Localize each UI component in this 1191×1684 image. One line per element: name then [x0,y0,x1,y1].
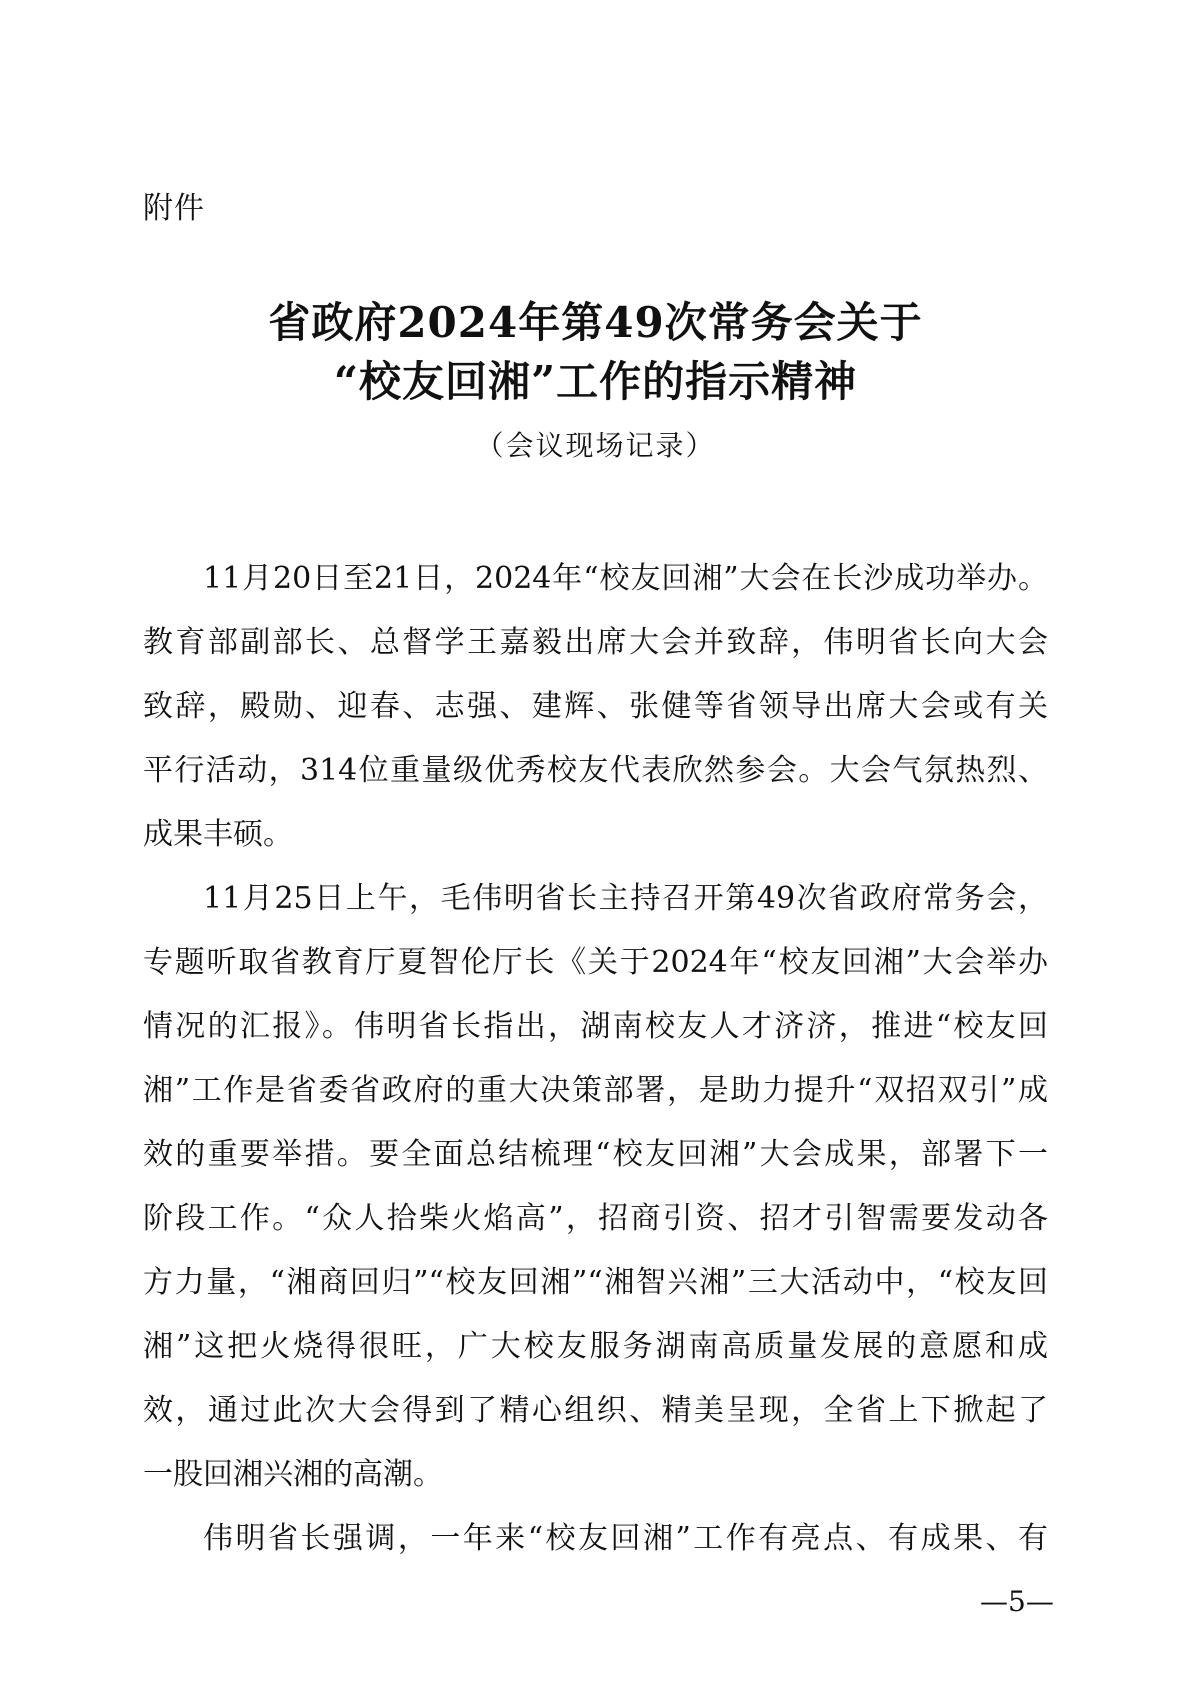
paragraph-line: 平行活动，314位重量级优秀校友代表欣然参会。大会气氛热烈、 [143,753,1048,788]
paragraph-line: 11月20日至21日，2024年“校友回湘”大会在长沙成功举办。 [203,561,1048,596]
document-body [143,547,1048,1571]
paragraph-2 [143,867,1048,1507]
paragraph-line: 致辞，殿勋、迎春、志强、建辉、张健等省领导出席大会或有关 [143,689,1048,724]
paragraph-3 [143,1507,1048,1571]
paragraph-line: 伟明省长强调，一年来“校友回湘”工作有亮点、有成果、有 [203,1521,1048,1556]
paragraph-line: 湘”工作是省委省政府的重大决策部署，是助力提升“双招双引”成 [143,1073,1048,1108]
document-title-line-2: “校友回湘”工作的指示精神 [333,357,858,406]
paragraph-line: 11月25日上午，毛伟明省长主持召开第49次省政府常务会， [203,881,1048,916]
paragraph-line: 湘”这把火烧得很旺，广大校友服务湖南高质量发展的意愿和成 [143,1329,1048,1364]
paragraph-line: 情况的汇报》。伟明省长指出，湖南校友人才济济，推进“校友回 [143,1009,1048,1044]
attachment-label: 附件 [143,191,205,226]
paragraph-line: 教育部副部长、总督学王嘉毅出席大会并致辞，伟明省长向大会 [143,625,1048,660]
page-number: —5— [980,1585,1054,1618]
paragraph-line: 一股回湘兴湘的高潮。 [143,1457,443,1492]
paragraph-line: 效的重要举措。要全面总结梳理“校友回湘”大会成果，部署下一 [143,1137,1048,1172]
paragraph-line: 方力量，“湘商回归”“校友回湘”“湘智兴湘”三大活动中，“校友回 [143,1265,1048,1300]
paragraph-line: 专题听取省教育厅夏智伦厅长《关于2024年“校友回湘”大会举办 [143,945,1048,980]
document-subtitle: （会议现场记录） [475,429,716,462]
paragraph-line: 阶段工作。“众人拾柴火焰高”，招商引资、招才引智需要发动各 [143,1201,1048,1236]
paragraph-1 [143,547,1048,867]
paragraph-line: 成果丰硕。 [143,817,293,852]
paragraph-line: 效，通过此次大会得到了精心组织、精美呈现，全省上下掀起了 [143,1393,1048,1428]
document-title-line-1: 省政府2024年第49次常务会关于 [268,298,923,347]
